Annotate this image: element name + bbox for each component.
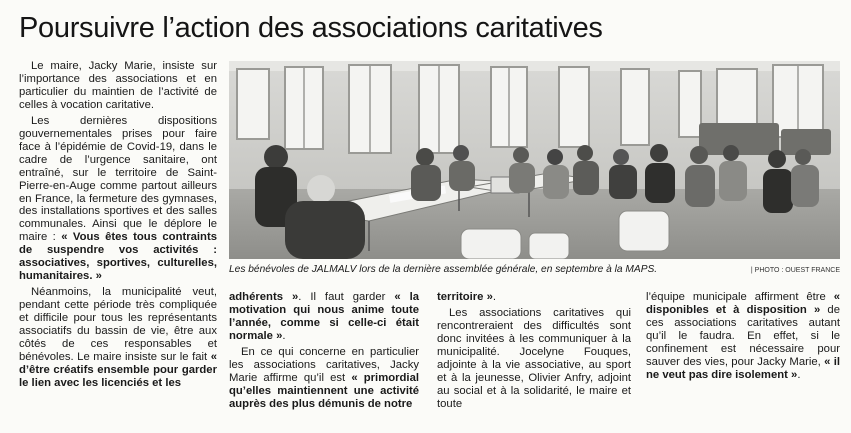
paragraph: adhérents ». Il faut garder « la motivation qui nous anime toute l’année, comme si celle-ci était normale ».	[229, 291, 420, 342]
article-column-1	[19, 60, 217, 390]
paragraph: En ce qui concerne en particulier les associations caritatives, Jacky Marie affirme qu’il est « primordial qu’elles maintiennent une activité auprès des plus démunis de notre	[229, 345, 419, 410]
photo-credit: | PHOTO : OUEST FRANCE	[750, 267, 840, 274]
article-column-4	[646, 291, 840, 382]
photo-caption: Les bénévoles de JALMALV lors de la dernière assemblée générale, en septembre à la MAPS.	[229, 264, 658, 275]
article-column-3	[437, 291, 631, 411]
paragraph: Le maire, Jacky Marie, insiste sur l’importance des associations et en particulier du maintien de l’activité de celles à vocation caritative.	[19, 60, 217, 111]
paragraph: Les associations caritatives qui rencontreraient des difficultés sont donc invitées à les communiquer à la municipalité. Jocelyne Fouques, adjointe à la vie associative, au sport et à la jeunesse, Olivier Anfry, adjoint au social et à la solidarité, le maire et toute	[437, 306, 631, 410]
paragraph: Les dernières dispositions gouvernementales prises pour faire face à l’épidémie de Covid-19, dans le cadre de l’urgence sanitaire, ont entraîné, sur le territoire de Saint-Pierre-en-Auge comme partout ailleurs en France, la fermeture des gymnases, des installations sportives et des salles communales. Ainsi que le déplore le maire : « Vous êtes tous contraints de suspendre vos activités : associatives, sportives, culturelles, humanitaires. »	[19, 114, 217, 283]
article-photo	[229, 61, 840, 259]
article-column-2	[229, 291, 419, 411]
paragraph: territoire ».	[437, 291, 497, 303]
paragraph: Néanmoins, la municipalité veut, pendant cette période très compliquée et difficile pour tous les représentants associatifs du bassin de vie, être aux côtés de ces responsables et bénévoles. Le maire insiste sur le fait « d’être créatifs ensemble pour garder le lien avec les licenciés et les	[19, 286, 217, 389]
article-headline: Poursuivre l’action des associations caritatives	[19, 12, 603, 44]
paragraph: l’équipe municipale affirment être « disponibles et à disposition » de ces associations caritatives autant qu’il le faudra. En effet, si le confinement est nécessaire pour sauver des vies, pour Jacky Marie, « il ne veut pas dire isolement ».	[646, 291, 841, 381]
